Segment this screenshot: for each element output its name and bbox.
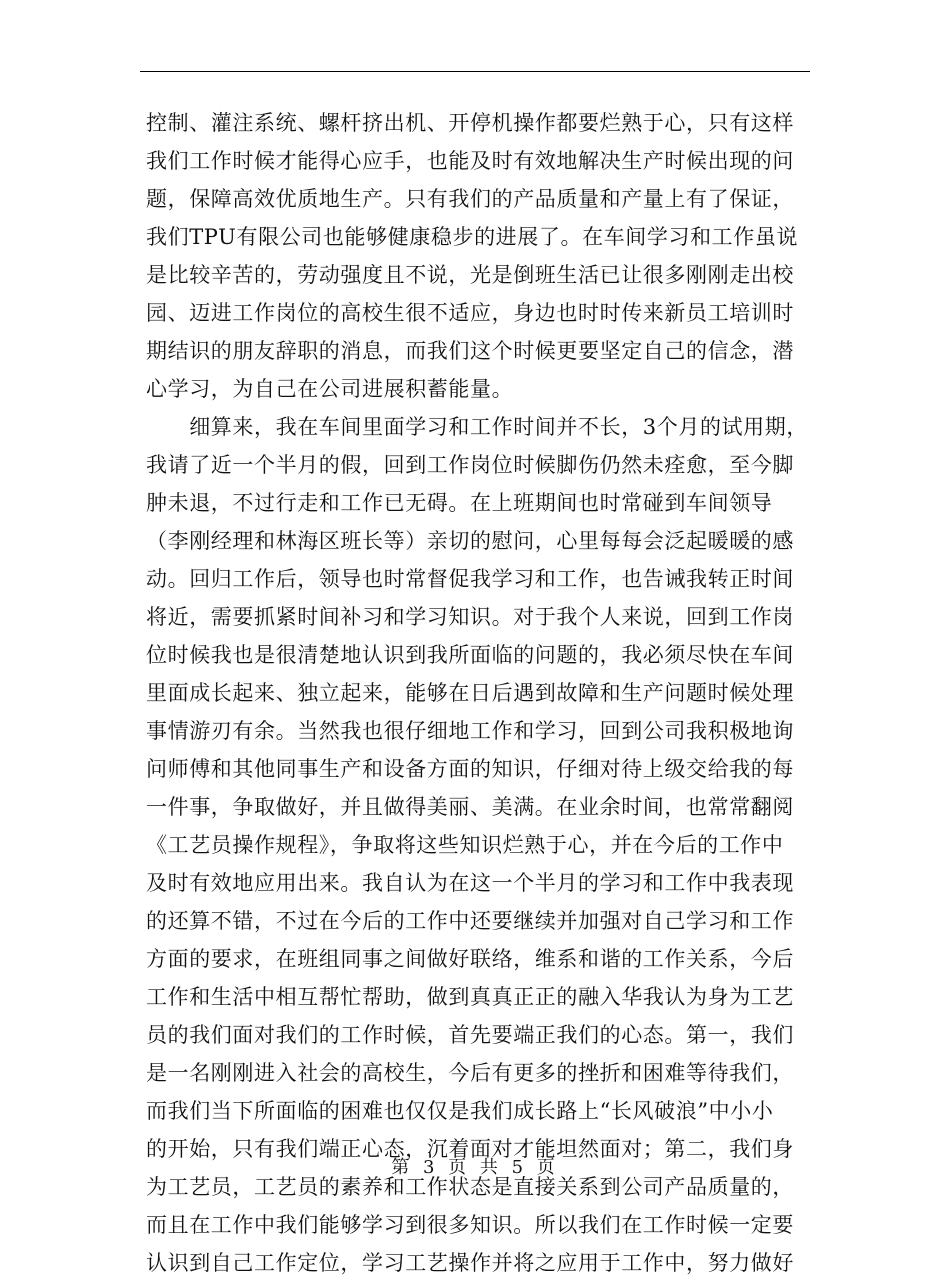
text-line: 问师傅和其他同事生产和设备方面的知识，仔细对待上级交给我的每 [146, 757, 794, 781]
text-line: 细算来，我在车间里面学习和工作时间并不长，3个月的试用期， [146, 415, 808, 439]
text-line: 题，保障高效优质地生产。只有我们的产品质量和产量上有了保证， [146, 187, 794, 211]
text-line: 将近，需要抓紧时间补习和学习知识。对于我个人来说，回到工作岗 [146, 605, 794, 629]
text-line: 我们工作时候才能得心应手，也能及时有效地解决生产时候出现的问 [146, 149, 794, 173]
text-line: 事情游刃有余。当然我也很仔细地工作和学习，回到公司我积极地询 [146, 719, 794, 743]
text-line: 里面成长起来、独立起来，能够在日后遇到故障和生产问题时候处理 [146, 681, 794, 705]
text-line: 位时候我也是很清楚地认识到我所面临的问题的，我必须尽快在车间 [146, 643, 794, 667]
page-footer: 第 3 页 共 5 页 [391, 1157, 559, 1178]
text-line: 为工艺员，工艺员的素养和工作状态是直接关系到公司产品质量的， [146, 1175, 794, 1199]
text-line: 心学习，为自己在公司进展积蓄能量。 [146, 377, 514, 401]
text-line: 的还算不错，不过在今后的工作中还要继续并加强对自己学习和工作 [146, 909, 794, 933]
text-line: 及时有效地应用出来。我自认为在这一个半月的学习和工作中我表现 [146, 871, 794, 895]
text-line: 《工艺员操作规程》，争取将这些知识烂熟于心，并在今后的工作中 [146, 833, 784, 857]
text-line: 认识到自己工作定位，学习工艺操作并将之应用于工作中，努力做好 [146, 1251, 794, 1275]
text-line: 工作和生活中相互帮忙帮助，做到真真正正的融入华我认为身为工艺 [146, 985, 794, 1009]
text-line: 方面的要求，在班组同事之间做好联络，维系和谐的工作关系，今后 [146, 947, 794, 971]
text-line: 员的我们面对我们的工作时候，首先要端正我们的心态。第一，我们 [146, 1023, 794, 1047]
text-line: 控制、灌注系统、螺杆挤出机、开停机操作都要烂熟于心，只有这样 [146, 111, 794, 135]
text-line: 期结识的朋友辞职的消息，而我们这个时候更要坚定自己的信念，潜 [146, 339, 794, 363]
text-line: 一件事，争取做好，并且做得美丽、美满。在业余时间，也常常翻阅 [146, 795, 794, 819]
text-line: 是一名刚刚进入社会的高校生，今后有更多的挫折和困难等待我们， [146, 1061, 794, 1085]
text-line: 而且在工作中我们能够学习到很多知识。所以我们在工作时候一定要 [146, 1213, 794, 1237]
header-rule [140, 71, 810, 72]
text-line: 肿未退，不过行走和工作已无碍。在上班期间也时常碰到车间领导 [146, 491, 773, 515]
text-line: 动。回归工作后，领导也时常督促我学习和工作，也告诫我转正时间 [146, 567, 794, 591]
text-line: 而我们当下所面临的困难也仅仅是我们成长路上“长风破浪”中小小 [146, 1099, 774, 1123]
text-line: （李刚经理和林海区班长等）亲切的慰问，心里每每会泛起暖暖的感 [146, 529, 794, 553]
text-line: 的开始，只有我们端正心态，沉着面对才能坦然面对；第二，我们身 [146, 1137, 794, 1161]
text-line: 是比较辛苦的，劳动强度且不说，光是倒班生活已让很多刚刚走出校 [146, 263, 794, 287]
document-body [146, 104, 816, 1282]
text-line: 我们TPU有限公司也能够健康稳步的进展了。在车间学习和工作虽说 [146, 225, 799, 249]
text-line: 我请了近一个半月的假，回到工作岗位时候脚伤仍然未痊愈，至今脚 [146, 453, 794, 477]
text-line: 园、迈进工作岗位的高校生很不适应，身边也时时传来新员工培训时 [146, 301, 794, 325]
